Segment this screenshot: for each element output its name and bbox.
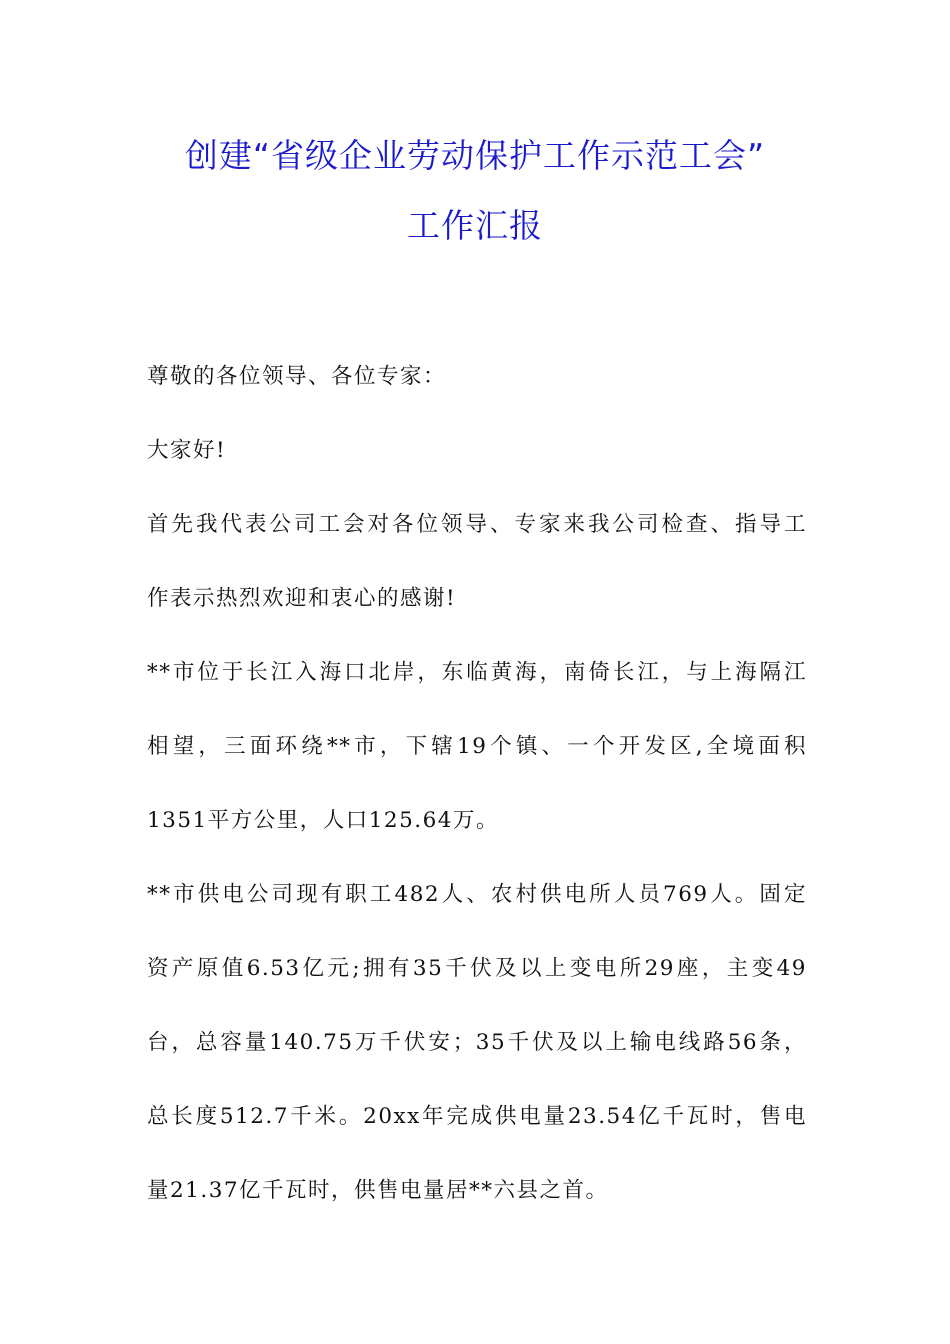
greeting-paragraph bbox=[147, 414, 807, 488]
text-line: 资产原值6.53亿元;拥有35千伏及以上变电所29座，主变49 bbox=[147, 956, 807, 981]
salutation-paragraph bbox=[147, 340, 807, 414]
company-stats-paragraph bbox=[147, 858, 807, 1228]
text-line: **市供电公司现有职工482人、农村供电所人员769人。固定 bbox=[147, 882, 807, 907]
text-line: 尊敬的各位领导、各位专家： bbox=[147, 364, 447, 389]
document-title-line-1: 创建“省级企业劳动保护工作示范工会” bbox=[184, 136, 766, 175]
text-line: 总长度512.7千米。20xx年完成供电量23.54亿千瓦时，售电 bbox=[147, 1104, 807, 1129]
text-line: 作表示热烈欢迎和衷心的感谢! bbox=[147, 586, 457, 611]
welcome-paragraph bbox=[147, 488, 807, 636]
text-line: 量21.37亿千瓦时，供售电量居**六县之首。 bbox=[147, 1178, 609, 1203]
text-line: 台，总容量140.75万千伏安；35千伏及以上输电线路56条， bbox=[147, 1030, 807, 1055]
city-intro-paragraph bbox=[147, 636, 807, 858]
document-body bbox=[147, 340, 807, 1228]
text-line: 大家好! bbox=[147, 438, 227, 463]
text-line: **市位于长江入海口北岸，东临黄海，南倚长江，与上海隔江 bbox=[147, 660, 807, 685]
text-line: 相望，三面环绕**市，下辖19个镇、一个开发区,全境面积 bbox=[147, 734, 807, 759]
text-line: 首先我代表公司工会对各位领导、专家来我公司检查、指导工 bbox=[147, 512, 807, 537]
text-line: 1351平方公里，人口125.64万。 bbox=[147, 808, 499, 833]
document-title-line-2: 工作汇报 bbox=[407, 206, 543, 245]
